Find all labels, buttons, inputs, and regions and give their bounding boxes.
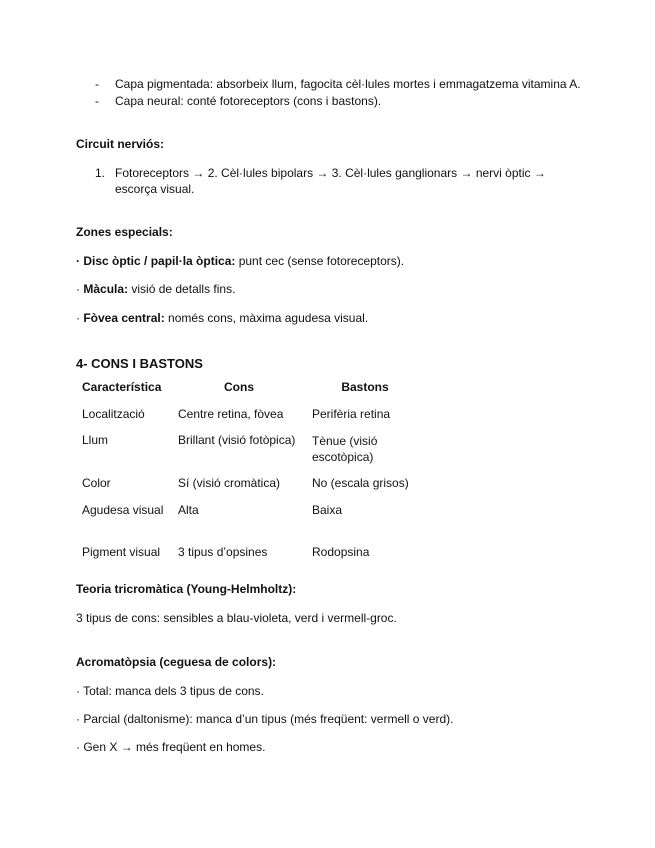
achromatopsia-heading: Acromatòpsia (ceguesa de colors): xyxy=(76,655,277,669)
layer-2-text: Capa neural: conté fotoreceptors (cons i bastons). xyxy=(115,94,382,108)
cell-row2-bastons: Tènue (visió escotòpica) xyxy=(312,434,378,464)
zone-macula-prefix: · xyxy=(76,282,84,296)
zone-fovea-prefix: · xyxy=(76,311,84,325)
zone-disc-prefix: · xyxy=(76,254,84,268)
cell-row5-cons: 3 tipus d’opsines xyxy=(178,545,268,559)
cell-row3-cons: Sí (visió cromàtica) xyxy=(178,476,281,490)
trichromatic-heading: Teoria tricromàtica (Young-Helmholtz): xyxy=(76,582,297,596)
cell-row2-label: Llum xyxy=(82,433,109,447)
layer-1-dash: - xyxy=(95,77,99,91)
zone-macula-desc: visió de detalls fins. xyxy=(128,282,236,296)
circuit-item-number: 1. xyxy=(95,166,106,180)
table-row xyxy=(76,407,424,433)
circuit-heading: Circuit nerviós: xyxy=(76,137,165,151)
zone-disc-desc: punt cec (sense fotoreceptors). xyxy=(235,254,405,268)
cell-row4-cons: Alta xyxy=(178,503,199,517)
table-row xyxy=(76,476,424,503)
cell-row1-bastons: Perifèria retina xyxy=(312,407,391,421)
cell-row1-label: Localització xyxy=(82,407,145,421)
cell-row3-label: Color xyxy=(82,476,111,490)
zone-macula-term: Màcula: xyxy=(83,282,129,296)
cell-row5-bastons: Rodopsina xyxy=(312,545,370,559)
cell-row4-label: Agudesa visual xyxy=(82,503,164,517)
table-row xyxy=(76,545,424,571)
achromatopsia-item-gene: · Gen X → més freqüent en homes. xyxy=(76,740,266,754)
zone-item-fovea xyxy=(76,311,368,325)
layer-1-text: Capa pigmentada: absorbeix llum, fagocita cèl·lules mortes i emmagatzema vitamina A. xyxy=(115,77,581,91)
layer-2-dash: - xyxy=(95,94,99,108)
circuit-item-line1: Fotoreceptors → 2. Cèl·lules bipolars → 3. Cèl·lules ganglionars → nervi òptic → xyxy=(115,166,546,180)
table-row xyxy=(76,433,424,476)
header-bastons: Bastons xyxy=(341,380,389,394)
circuit-item-line2: escorça visual. xyxy=(115,182,195,196)
section-4-title: 4- CONS I BASTONS xyxy=(76,356,203,371)
zone-item-macula xyxy=(76,282,235,296)
table-header-row xyxy=(76,380,424,407)
zone-item-disc xyxy=(76,254,404,268)
zone-disc-term: Disc òptic / papil·la òptica: xyxy=(83,254,236,268)
cell-row1-cons: Centre retina, fòvea xyxy=(178,407,284,421)
cell-row4-bastons: Baixa xyxy=(312,503,343,517)
header-caracteristica: Característica xyxy=(82,380,162,394)
zones-heading: Zones especials: xyxy=(76,225,173,239)
table-row xyxy=(76,503,424,545)
zone-fovea-desc: només cons, màxima agudesa visual. xyxy=(164,311,369,325)
cell-row3-bastons: No (escala grisos) xyxy=(312,476,409,490)
cell-row5-label: Pigment visual xyxy=(82,545,161,559)
trichromatic-text: 3 tipus de cons: sensibles a blau-violeta, verd i vermell-groc. xyxy=(76,611,397,625)
cell-row2-cons: Brillant (visió fotòpica) xyxy=(178,433,296,447)
achromatopsia-item-total: · Total: manca dels 3 tipus de cons. xyxy=(76,684,264,698)
achromatopsia-item-partial: · Parcial (daltonisme): manca d’un tipus (més freqüent: vermell o verd). xyxy=(76,712,454,726)
zone-fovea-term: Fòvea central: xyxy=(83,311,165,325)
cons-bastons-table xyxy=(76,380,424,571)
header-cons: Cons xyxy=(224,380,254,394)
